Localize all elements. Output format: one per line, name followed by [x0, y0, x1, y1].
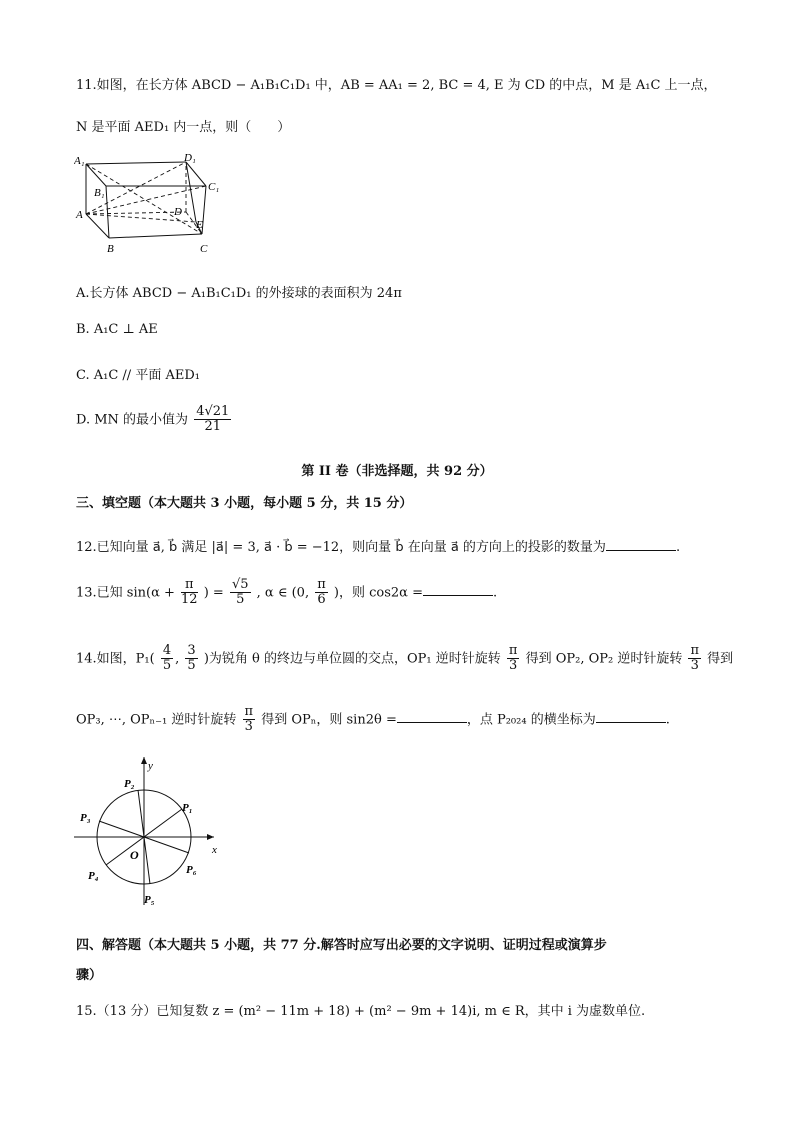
q12-answer-blank	[606, 538, 676, 551]
label-p1: P₁	[182, 802, 193, 814]
q13-twelve: 12	[181, 592, 198, 608]
q11-line2: N 是平面 AED₁ 内一点，则（ ）	[76, 120, 291, 135]
label-a1: A₁	[74, 155, 85, 167]
label-e: E	[196, 219, 203, 231]
q11-option-d-den: 21	[204, 419, 222, 435]
label-x: x	[212, 844, 217, 856]
label-p6: P₆	[186, 864, 197, 876]
label-b: B	[107, 243, 114, 255]
q14-line2b: 得到 OPₙ，则 sin2θ =	[261, 712, 397, 728]
q12	[76, 536, 680, 555]
q14-pi-over-3-b	[688, 644, 701, 674]
section4-title-line2: 骤）	[76, 968, 103, 983]
label-p5: P₅	[144, 894, 155, 906]
q14-three-c: 3	[244, 719, 253, 735]
q13-answer-blank	[423, 583, 493, 596]
q13-end: .	[492, 585, 498, 601]
label-p3: P₃	[80, 812, 91, 824]
q14-pi-c: π	[244, 704, 254, 719]
q14-d5b: 5	[187, 658, 196, 674]
q13-five: 5	[236, 592, 245, 608]
q13-pi-over-12	[181, 578, 198, 608]
q14-answer-blank-1	[397, 710, 467, 723]
q11-option-d-num: 4√21	[196, 404, 230, 419]
q14-line1: 14.如图，P₁( $\frac{4}{5}$ , $\frac{3}{5}$ )为锐角 θ 的终边与单位圆的交点，OP₁ 逆时针旋转 $\frac{\pi}{3}$ 得到 OP₂, OP₂ 逆时针旋转 $\frac{\pi}{3}$ 得到	[76, 643, 734, 674]
q11-option-b: B. A₁C ⊥ AE	[76, 322, 158, 337]
q14-pi-over-3-a	[507, 644, 520, 674]
q13-range-suffix: )，则 cos2α =	[333, 585, 423, 601]
cuboid-figure	[74, 152, 224, 257]
q11-option-c: C. A₁C // 平面 AED₁	[76, 368, 200, 383]
q11-option-a: A.长方体 ABCD − A₁B₁C₁D₁ 的外接球的表面积为 24π	[76, 286, 402, 301]
q13-pi-over-6	[315, 578, 328, 608]
q13-mid: ) =	[203, 585, 224, 601]
q14-n3: 3	[187, 643, 196, 658]
label-c1: C₁	[208, 181, 220, 193]
q14-d5a: 5	[162, 658, 172, 674]
q13-six: 6	[317, 592, 326, 608]
q14-part2: )为锐角 θ 的终边与单位圆的交点，OP₁ 逆时针旋转	[203, 651, 501, 667]
q14-three-b: 3	[690, 658, 699, 674]
q14-three-a: 3	[509, 658, 518, 674]
q14-frac-3-5	[185, 644, 197, 674]
section4-title-line1: 四、解答题（本大题共 5 小题，共 77 分.解答时应写出必要的文字说明、证明过程或演算步	[76, 938, 607, 953]
q14-n4: 4	[162, 643, 172, 658]
q14-part1: 14.如图，P₁(	[76, 651, 155, 667]
q14-line2	[76, 705, 670, 735]
section2-title: 第 II 卷（非选择题，共 92 分）	[301, 464, 493, 479]
q14-frac-4-5	[161, 644, 173, 674]
q12-end: .	[675, 540, 681, 555]
q13	[76, 578, 497, 608]
label-a: A	[76, 209, 83, 221]
q14-part3: 得到 OP₂, OP₂ 逆时针旋转	[525, 651, 683, 667]
q11-line1: 11.如图，在长方体 ABCD − A₁B₁C₁D₁ 中，AB = AA₁ = 2, BC = 4, E 为 CD 的中点，M 是 A₁C 上一点，	[76, 78, 717, 93]
q15-text: 15.（13 分）已知复数 z = (m² − 11m + 18) + (m² − 9m + 14)i, m ∈ R，其中 i 为虚数单位.	[76, 1004, 646, 1019]
q14-line2c: ，点 P₂₀₂₄ 的横坐标为	[466, 712, 596, 728]
q11-option-d-fraction	[194, 405, 231, 435]
label-d1: D₁	[184, 152, 196, 164]
q14-end: .	[665, 712, 670, 728]
q14-answer-blank-2	[596, 710, 666, 723]
q13-pi-b: π	[317, 577, 326, 592]
q14-part4: 得到	[707, 651, 734, 667]
section3-title: 三、填空题（本大题共 3 小题，每小题 5 分，共 15 分）	[76, 496, 413, 511]
q11-option-d	[76, 405, 233, 435]
label-origin: O	[130, 848, 139, 862]
label-c: C	[200, 243, 208, 255]
q13-sqrt5-over-5	[230, 578, 251, 608]
unit-circle-figure	[74, 755, 224, 907]
q14-pi-b: π	[690, 643, 700, 658]
q13-range-prefix: , α ∈ (0,	[256, 585, 310, 601]
label-p2: P₂	[124, 778, 135, 790]
label-b1: B₁	[94, 187, 105, 199]
q14-line2a: OP₃, ⋯, OPₙ₋₁ 逆时针旋转	[76, 712, 237, 728]
q13-pi: π	[181, 578, 198, 593]
label-y: y	[148, 760, 153, 772]
q13-prefix: 13.已知 sin(α +	[76, 585, 175, 601]
q11-option-d-prefix: D. MN 的最小值为	[76, 412, 189, 428]
label-p4: P₄	[88, 870, 99, 882]
q13-sqrt5: √5	[231, 577, 249, 592]
q14-pi-a: π	[508, 643, 518, 658]
q14-pi-over-3-c	[243, 705, 256, 735]
q12-text: 12.已知向量 a⃗, b⃗ 满足 |a⃗| = 3, a⃗ · b⃗ = −12，则向量 b⃗ 在向量 a⃗ 的方向上的投影的数量为	[76, 540, 606, 555]
label-d: D	[174, 206, 182, 218]
